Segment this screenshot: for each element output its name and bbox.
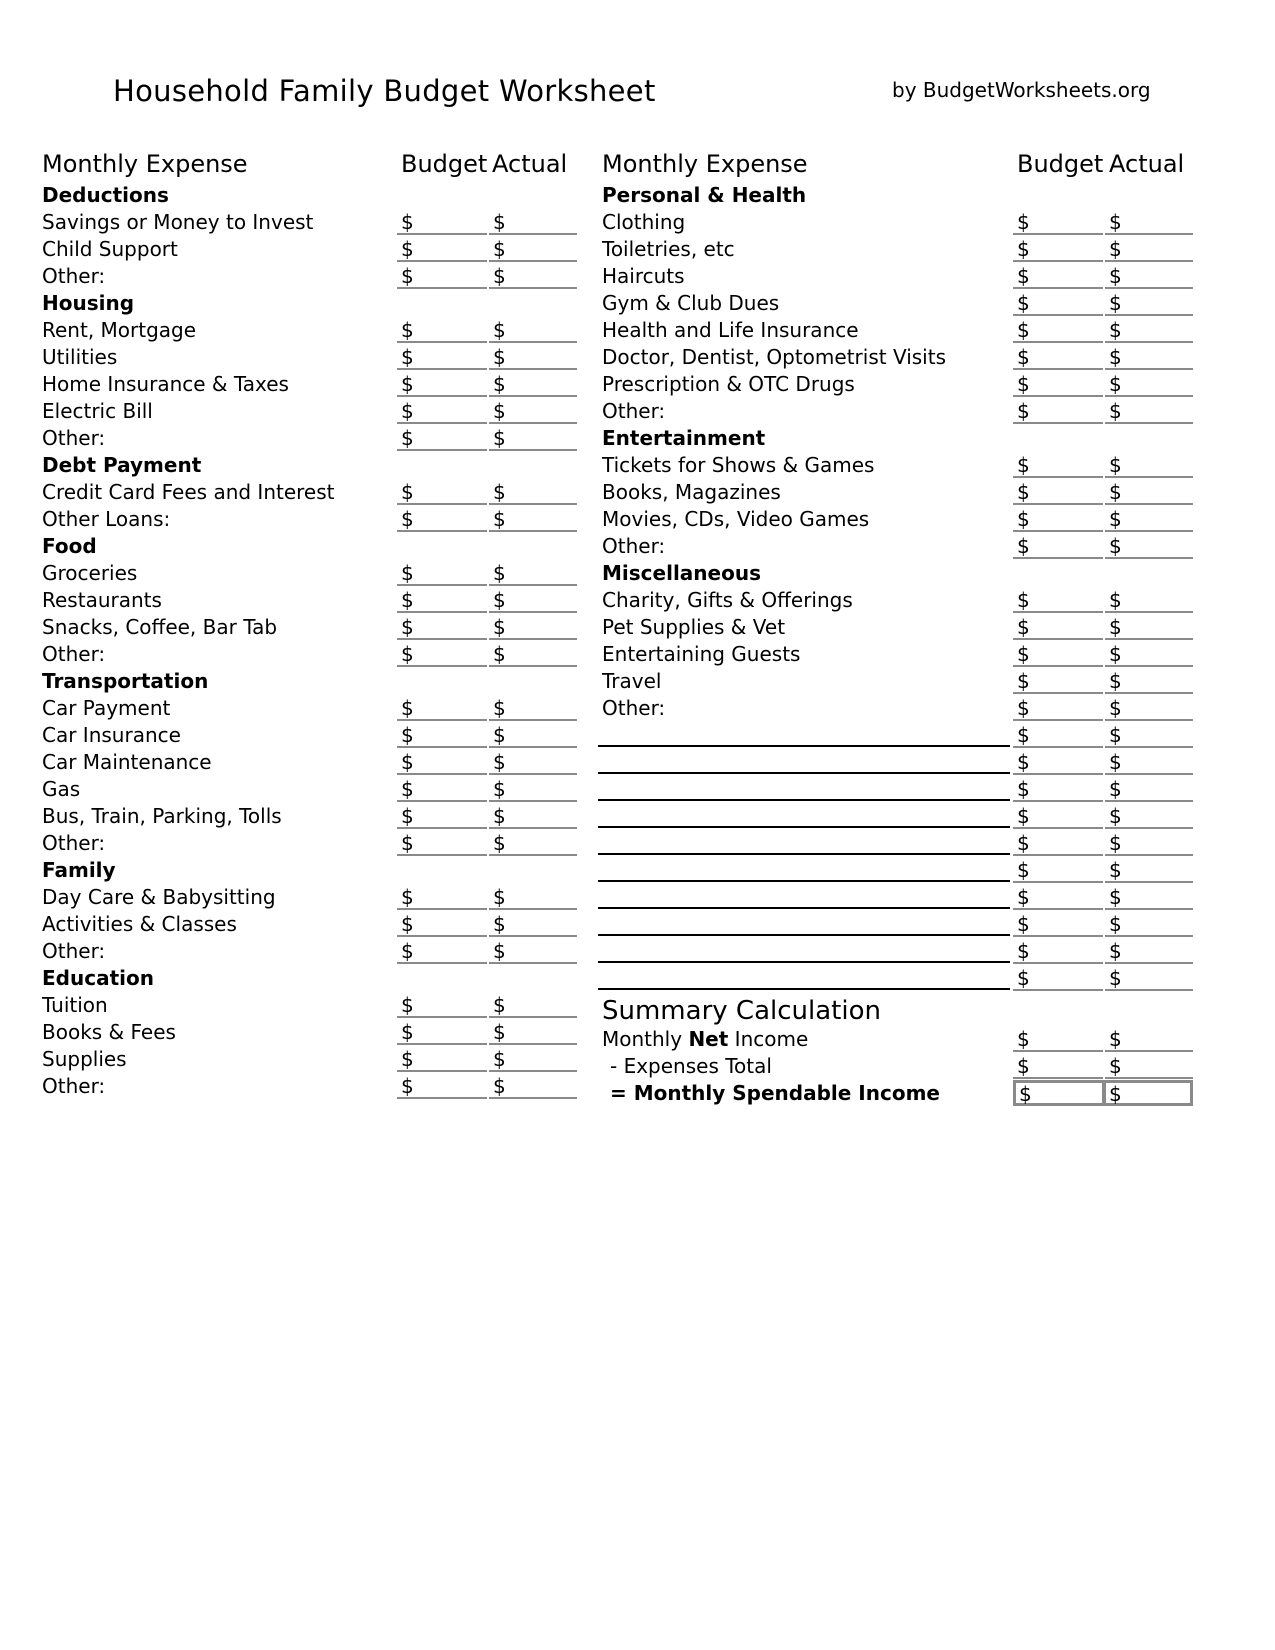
expense-row-other xyxy=(602,533,1192,560)
budget-field[interactable]: $ xyxy=(1013,290,1103,316)
budget-field[interactable]: $ xyxy=(397,911,487,937)
actual-field[interactable]: $ xyxy=(1105,479,1193,505)
expense-row-other xyxy=(42,641,575,668)
expense-row-pet-supplies-and-vet xyxy=(602,614,1192,641)
expense-row-prescription-and-otc-drugs xyxy=(602,371,1192,398)
budget-field[interactable]: $ xyxy=(1013,722,1103,748)
actual-field[interactable]: $ xyxy=(489,776,577,802)
expense-row-credit-card-fees-and-interest xyxy=(42,479,575,506)
category-label: Housing xyxy=(42,291,135,315)
expense-row-snacks-coffee-bar-tab xyxy=(42,614,575,641)
expense-label: Credit Card Fees and Interest xyxy=(42,480,335,504)
custom-expense-row xyxy=(602,911,1192,938)
actual-field[interactable]: $ xyxy=(1105,803,1193,829)
actual-field[interactable]: $ xyxy=(1105,506,1193,532)
left-expense-list xyxy=(42,182,575,1100)
expense-label: Toiletries, etc xyxy=(602,237,735,261)
category-label: Miscellaneous xyxy=(602,561,761,585)
expense-row-car-insurance xyxy=(42,722,575,749)
actual-field[interactable]: $ xyxy=(1105,668,1193,694)
expense-label: Supplies xyxy=(42,1047,127,1071)
budget-field[interactable]: $ xyxy=(1013,965,1103,991)
expense-row-other xyxy=(42,1073,575,1100)
right-expense-list xyxy=(602,182,1192,992)
expense-label: Movies, CDs, Video Games xyxy=(602,507,870,531)
budget-field[interactable]: $ xyxy=(397,776,487,802)
expense-row-doctor-dentist-optometrist-visits xyxy=(602,344,1192,371)
actual-header: Actual xyxy=(492,150,568,178)
budget-field[interactable]: $ xyxy=(397,641,487,667)
budget-field[interactable]: $ xyxy=(1013,641,1103,667)
expense-label: Activities & Classes xyxy=(42,912,237,936)
custom-expense-row xyxy=(602,722,1192,749)
actual-field[interactable]: $ xyxy=(1105,830,1193,856)
expenses-total-label: - Expenses Total xyxy=(610,1054,772,1078)
budget-field[interactable]: $ xyxy=(397,506,487,532)
expense-row-car-payment xyxy=(42,695,575,722)
category-heading-food xyxy=(42,533,575,560)
budget-field[interactable]: $ xyxy=(397,371,487,397)
right-column xyxy=(602,150,1192,1107)
spendable-actual-box[interactable]: $ xyxy=(1103,1080,1193,1106)
budget-field[interactable]: $ xyxy=(1013,452,1103,478)
budget-field[interactable]: $ xyxy=(397,749,487,775)
budget-field[interactable]: $ xyxy=(1013,479,1103,505)
summary-row-expenses xyxy=(602,1053,1192,1080)
expense-row-travel xyxy=(602,668,1192,695)
actual-field[interactable]: $ xyxy=(489,479,577,505)
budget-field[interactable]: $ xyxy=(1013,884,1103,910)
actual-field[interactable]: $ xyxy=(489,263,577,289)
custom-expense-row xyxy=(602,776,1192,803)
spendable-income-label: = Monthly Spendable Income xyxy=(610,1081,940,1105)
custom-expense-name-field[interactable] xyxy=(598,880,1010,882)
actual-field[interactable]: $ xyxy=(489,641,577,667)
expense-row-charity-gifts-and-offerings xyxy=(602,587,1192,614)
expense-label: Pet Supplies & Vet xyxy=(602,615,786,639)
expense-label: Home Insurance & Taxes xyxy=(42,372,289,396)
expense-label: Gas xyxy=(42,777,81,801)
summary-section xyxy=(602,995,1192,1107)
category-label: Deductions xyxy=(42,183,169,207)
actual-field[interactable]: $ xyxy=(1105,452,1193,478)
budget-field[interactable]: $ xyxy=(397,425,487,451)
category-heading-education xyxy=(42,965,575,992)
custom-expense-name-field[interactable] xyxy=(598,772,1010,774)
right-column-header xyxy=(602,150,1192,182)
expense-row-other-loans xyxy=(42,506,575,533)
expense-label: Day Care & Babysitting xyxy=(42,885,276,909)
custom-expense-name-field[interactable] xyxy=(598,907,1010,909)
expense-row-tuition xyxy=(42,992,575,1019)
custom-expense-name-field[interactable] xyxy=(598,853,1010,855)
budget-field[interactable]: $ xyxy=(1013,317,1103,343)
actual-field[interactable]: $ xyxy=(1105,263,1193,289)
actual-field[interactable]: $ xyxy=(1105,290,1193,316)
category-heading-transportation xyxy=(42,668,575,695)
summary-row-spendable xyxy=(602,1080,1192,1107)
custom-expense-name-field[interactable] xyxy=(598,745,1010,747)
budget-field[interactable]: $ xyxy=(1013,911,1103,937)
budget-field[interactable]: $ xyxy=(1013,344,1103,370)
actual-field[interactable]: $ xyxy=(489,371,577,397)
summary-title: Summary Calculation xyxy=(602,996,881,1026)
expense-row-car-maintenance xyxy=(42,749,575,776)
actual-field[interactable]: $ xyxy=(489,938,577,964)
custom-expense-name-field[interactable] xyxy=(598,826,1010,828)
custom-expense-row xyxy=(602,749,1192,776)
budget-field[interactable]: $ xyxy=(1013,1026,1103,1052)
actual-field[interactable]: $ xyxy=(489,1046,577,1072)
custom-expense-row xyxy=(602,884,1192,911)
actual-field[interactable]: $ xyxy=(1105,317,1193,343)
budget-field[interactable]: $ xyxy=(1013,668,1103,694)
expense-row-gas xyxy=(42,776,575,803)
expense-row-home-insurance-and-taxes xyxy=(42,371,575,398)
byline: by BudgetWorksheets.org xyxy=(892,78,1151,102)
custom-expense-row xyxy=(602,857,1192,884)
budget-field[interactable]: $ xyxy=(397,560,487,586)
actual-field[interactable]: $ xyxy=(489,911,577,937)
actual-field[interactable]: $ xyxy=(1105,965,1193,991)
budget-field[interactable]: $ xyxy=(397,938,487,964)
budget-field[interactable]: $ xyxy=(1013,209,1103,235)
expense-row-gym-and-club-dues xyxy=(602,290,1192,317)
actual-field[interactable]: $ xyxy=(489,236,577,262)
budget-field[interactable]: $ xyxy=(397,398,487,424)
custom-expense-row xyxy=(602,938,1192,965)
expense-row-health-and-life-insurance xyxy=(602,317,1192,344)
expense-row-tickets-for-shows-and-games xyxy=(602,452,1192,479)
budget-field[interactable]: $ xyxy=(1013,533,1103,559)
actual-field[interactable]: $ xyxy=(489,317,577,343)
custom-expense-name-field[interactable] xyxy=(598,799,1010,801)
expense-row-restaurants xyxy=(42,587,575,614)
expense-label: Other: xyxy=(602,696,666,720)
page-title: Household Family Budget Worksheet xyxy=(113,74,656,108)
expense-label: Car Payment xyxy=(42,696,171,720)
budget-field[interactable]: $ xyxy=(397,317,487,343)
actual-field[interactable]: $ xyxy=(489,614,577,640)
budget-field[interactable]: $ xyxy=(1013,398,1103,424)
expense-row-other xyxy=(42,938,575,965)
budget-field[interactable]: $ xyxy=(397,830,487,856)
expense-label: Snacks, Coffee, Bar Tab xyxy=(42,615,278,639)
category-heading-housing xyxy=(42,290,575,317)
actual-field[interactable]: $ xyxy=(1105,695,1193,721)
category-label: Entertainment xyxy=(602,426,766,450)
expense-label: Bus, Train, Parking, Tolls xyxy=(42,804,282,828)
actual-field[interactable]: $ xyxy=(489,209,577,235)
expense-row-clothing xyxy=(602,209,1192,236)
budget-field[interactable]: $ xyxy=(1013,938,1103,964)
expense-row-other xyxy=(602,398,1192,425)
expense-row-utilities xyxy=(42,344,575,371)
budget-field[interactable]: $ xyxy=(397,1019,487,1045)
category-heading-entertainment xyxy=(602,425,1192,452)
custom-expense-name-field[interactable] xyxy=(598,934,1010,936)
expense-label: Haircuts xyxy=(602,264,685,288)
expense-label: Books & Fees xyxy=(42,1020,176,1044)
actual-field[interactable]: $ xyxy=(1105,884,1193,910)
budget-field[interactable]: $ xyxy=(397,1073,487,1099)
actual-field[interactable]: $ xyxy=(489,830,577,856)
budget-field[interactable]: $ xyxy=(1013,830,1103,856)
expense-row-rent-mortgage xyxy=(42,317,575,344)
actual-field[interactable]: $ xyxy=(1105,614,1193,640)
expense-label: Entertaining Guests xyxy=(602,642,801,666)
budget-field[interactable]: $ xyxy=(1013,614,1103,640)
expense-row-movies-cds-video-games xyxy=(602,506,1192,533)
left-column-header xyxy=(42,150,575,182)
net-income-label: Monthly Net Income xyxy=(602,1027,809,1051)
category-heading-family xyxy=(42,857,575,884)
expense-row-child-support xyxy=(42,236,575,263)
budget-field[interactable]: $ xyxy=(397,479,487,505)
custom-expense-row xyxy=(602,965,1192,992)
expense-label: Tickets for Shows & Games xyxy=(602,453,875,477)
expense-label: Other Loans: xyxy=(42,507,171,531)
actual-header: Actual xyxy=(1109,150,1185,178)
actual-field[interactable]: $ xyxy=(489,884,577,910)
category-label: Education xyxy=(42,966,154,990)
expense-row-savings-or-money-to-invest xyxy=(42,209,575,236)
expense-row-books-magazines xyxy=(602,479,1192,506)
budget-field[interactable]: $ xyxy=(397,236,487,262)
budget-field[interactable]: $ xyxy=(1013,587,1103,613)
actual-field[interactable]: $ xyxy=(1105,641,1193,667)
budget-field[interactable]: $ xyxy=(1013,506,1103,532)
expense-label: Doctor, Dentist, Optometrist Visits xyxy=(602,345,946,369)
actual-field[interactable]: $ xyxy=(1105,911,1193,937)
budget-field[interactable]: $ xyxy=(397,587,487,613)
actual-field[interactable]: $ xyxy=(1105,749,1193,775)
expense-label: Other: xyxy=(42,939,106,963)
expense-label: Other: xyxy=(42,426,106,450)
actual-field[interactable]: $ xyxy=(1105,938,1193,964)
expense-label: Prescription & OTC Drugs xyxy=(602,372,855,396)
expense-row-toiletries-etc xyxy=(602,236,1192,263)
budget-field[interactable]: $ xyxy=(397,614,487,640)
expense-label: Other: xyxy=(42,1074,106,1098)
custom-expense-name-field[interactable] xyxy=(598,961,1010,963)
actual-field[interactable]: $ xyxy=(1105,209,1193,235)
expense-label: Tuition xyxy=(42,993,108,1017)
actual-field[interactable]: $ xyxy=(489,425,577,451)
category-label: Debt Payment xyxy=(42,453,202,477)
expense-label: Other: xyxy=(42,642,106,666)
expense-row-bus-train-parking-tolls xyxy=(42,803,575,830)
actual-field[interactable]: $ xyxy=(489,1073,577,1099)
expense-row-entertaining-guests xyxy=(602,641,1192,668)
budget-field[interactable]: $ xyxy=(1013,857,1103,883)
budget-field[interactable]: $ xyxy=(1013,749,1103,775)
expense-label: Child Support xyxy=(42,237,178,261)
category-heading-personal-and-health xyxy=(602,182,1192,209)
budget-field[interactable]: $ xyxy=(1013,263,1103,289)
budget-field[interactable]: $ xyxy=(397,722,487,748)
expense-label: Other: xyxy=(602,399,666,423)
actual-field[interactable]: $ xyxy=(1105,236,1193,262)
spendable-budget-box[interactable]: $ xyxy=(1013,1080,1105,1106)
expense-row-activities-and-classes xyxy=(42,911,575,938)
budget-field[interactable]: $ xyxy=(1013,236,1103,262)
custom-expense-row xyxy=(602,803,1192,830)
expense-label: Restaurants xyxy=(42,588,162,612)
expense-label: Charity, Gifts & Offerings xyxy=(602,588,853,612)
expense-label: Utilities xyxy=(42,345,118,369)
category-label: Transportation xyxy=(42,669,209,693)
expense-label: Health and Life Insurance xyxy=(602,318,859,342)
actual-field[interactable]: $ xyxy=(489,398,577,424)
expense-row-other xyxy=(602,695,1192,722)
budget-field[interactable]: $ xyxy=(397,992,487,1018)
budget-field[interactable]: $ xyxy=(1013,371,1103,397)
budget-field[interactable]: $ xyxy=(397,263,487,289)
actual-field[interactable]: $ xyxy=(489,506,577,532)
budget-field[interactable]: $ xyxy=(397,344,487,370)
budget-field[interactable]: $ xyxy=(397,1046,487,1072)
expense-label: Savings or Money to Invest xyxy=(42,210,314,234)
actual-field[interactable]: $ xyxy=(1105,776,1193,802)
actual-field[interactable]: $ xyxy=(1105,857,1193,883)
custom-expense-name-field[interactable] xyxy=(598,988,1010,990)
budget-field[interactable]: $ xyxy=(1013,776,1103,802)
actual-field[interactable]: $ xyxy=(489,560,577,586)
actual-field[interactable]: $ xyxy=(489,992,577,1018)
actual-field[interactable]: $ xyxy=(489,749,577,775)
expense-row-haircuts xyxy=(602,263,1192,290)
actual-field[interactable]: $ xyxy=(1105,398,1193,424)
expense-label: Other: xyxy=(602,534,666,558)
budget-header: Budget xyxy=(401,150,488,178)
budget-header: Budget xyxy=(1017,150,1104,178)
expense-label: Travel xyxy=(602,669,662,693)
custom-expense-row xyxy=(602,830,1192,857)
category-heading-miscellaneous xyxy=(602,560,1192,587)
budget-field[interactable]: $ xyxy=(397,209,487,235)
expense-header: Monthly Expense xyxy=(602,150,808,178)
budget-field[interactable]: $ xyxy=(1013,803,1103,829)
expense-row-supplies xyxy=(42,1046,575,1073)
budget-field[interactable]: $ xyxy=(397,884,487,910)
expense-header: Monthly Expense xyxy=(42,150,248,178)
expense-label: Groceries xyxy=(42,561,138,585)
expense-row-groceries xyxy=(42,560,575,587)
budget-field[interactable]: $ xyxy=(1013,695,1103,721)
expense-row-books-and-fees xyxy=(42,1019,575,1046)
left-column xyxy=(42,150,575,1100)
budget-field[interactable]: $ xyxy=(1013,1053,1103,1079)
actual-field[interactable]: $ xyxy=(1105,722,1193,748)
expense-row-electric-bill xyxy=(42,398,575,425)
actual-field[interactable]: $ xyxy=(489,803,577,829)
actual-field[interactable]: $ xyxy=(489,587,577,613)
actual-field[interactable]: $ xyxy=(1105,587,1193,613)
actual-field[interactable]: $ xyxy=(1105,344,1193,370)
actual-field[interactable]: $ xyxy=(489,344,577,370)
expense-label: Rent, Mortgage xyxy=(42,318,197,342)
actual-field[interactable]: $ xyxy=(489,1019,577,1045)
category-label: Family xyxy=(42,858,116,882)
expense-label: Gym & Club Dues xyxy=(602,291,780,315)
expense-label: Other: xyxy=(42,264,106,288)
expense-label: Car Maintenance xyxy=(42,750,212,774)
expense-label: Other: xyxy=(42,831,106,855)
summary-row-net-income xyxy=(602,1026,1192,1053)
expense-label: Car Insurance xyxy=(42,723,181,747)
category-heading-deductions xyxy=(42,182,575,209)
expense-row-other xyxy=(42,263,575,290)
category-label: Food xyxy=(42,534,97,558)
category-label: Personal & Health xyxy=(602,183,807,207)
expense-label: Books, Magazines xyxy=(602,480,781,504)
expense-row-day-care-and-babysitting xyxy=(42,884,575,911)
actual-field[interactable]: $ xyxy=(1105,371,1193,397)
actual-field[interactable]: $ xyxy=(1105,1053,1193,1079)
expense-row-other xyxy=(42,425,575,452)
budget-field[interactable]: $ xyxy=(397,695,487,721)
budget-field[interactable]: $ xyxy=(397,803,487,829)
actual-field[interactable]: $ xyxy=(1105,533,1193,559)
expense-row-other xyxy=(42,830,575,857)
expense-label: Electric Bill xyxy=(42,399,153,423)
expense-label: Clothing xyxy=(602,210,686,234)
actual-field[interactable]: $ xyxy=(489,722,577,748)
category-heading-debt-payment xyxy=(42,452,575,479)
actual-field[interactable]: $ xyxy=(489,695,577,721)
actual-field[interactable]: $ xyxy=(1105,1026,1193,1052)
